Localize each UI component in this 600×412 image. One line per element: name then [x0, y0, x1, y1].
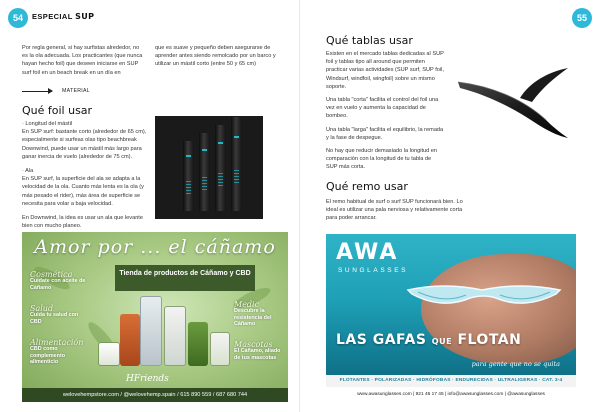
- product-bottle: [188, 322, 208, 366]
- product-jar: [210, 332, 230, 366]
- hemp-band: Tienda de productos de Cáñamo y CBD: [115, 265, 255, 291]
- intro-column-1: Por regla general, si hay surfistas alrededor, no es la ola adecuada. Los practicantes (que nunca hayan hecho foil) que deseen iniciarse en SUP surf foil en un beach break en un día en: [22, 45, 143, 76]
- paddle-heading: Qué remo usar: [326, 180, 408, 193]
- tables-heading: Qué tablas usar: [326, 34, 413, 47]
- page-number-left: 54: [8, 8, 28, 28]
- awa-advertisement: [326, 234, 576, 402]
- right-page: [300, 0, 600, 412]
- section-name: SUP: [75, 12, 95, 21]
- intro-column-2: que es suave y pequeño deben asegurarse de aprender antes siendo remolcado por un barco y utilizar un mástil corto (entre 50 y 65 cm): [155, 45, 276, 68]
- hemp-signature: HFriends: [126, 374, 169, 384]
- wing-title: · Ala: [22, 168, 34, 175]
- sunglasses-icon: [404, 282, 564, 312]
- tables-paragraph-1: Existen en el mercado tablas dedicadas al SUP foil y tablas tipo all around que permiten practicar varias actividades (SUP surf, SUP foil, Windsurf, windfoil, wingfoil) sobre un mismo soporte.: [326, 51, 444, 90]
- page-number-right: 55: [572, 8, 592, 28]
- hemp-advertisement: [22, 232, 288, 402]
- tables-section: [326, 50, 444, 172]
- foil-heading: Qué foil usar: [22, 104, 93, 117]
- awa-subtitle: SUNGLASSES: [338, 267, 409, 274]
- awa-headline: LAS GAFAS QUE FLOTAN: [336, 332, 522, 348]
- material-divider: [22, 88, 90, 94]
- mast-section: [22, 120, 147, 230]
- material-label: MATERIAL: [62, 88, 90, 94]
- hemp-food: Alimentación CBD como complemento alimenticio: [30, 338, 84, 366]
- mast-image-1: [183, 141, 194, 211]
- downwind-text: En Downwind, la idea es usar un ala que levante bien con mucho planeo.: [22, 215, 143, 230]
- arrow-icon: [22, 91, 52, 92]
- foil-wing-image: [450, 62, 585, 142]
- section-header: [32, 12, 94, 21]
- hemp-health: Salud Cuida tu salud con CBD: [30, 304, 79, 325]
- wing-text: En SUP surf, la superficie del ala se adapta a la velocidad de la ola. Cuanto más lenta es la ola (y más pesado el rider), más área de superficie se necesita para volar a baja velocidad.: [22, 176, 144, 207]
- mast-image-2: [199, 133, 210, 211]
- hemp-cosmetics: Cosmética Cuidate con aceite de Cáñamo: [30, 270, 86, 291]
- product-bottle: [140, 296, 162, 366]
- awa-logo: AWA: [336, 240, 399, 265]
- product-jar: [98, 342, 120, 366]
- awa-tagline: para gente que no se quita: [471, 360, 560, 368]
- hemp-medic: Medic Descubre la resistencia del Cáñamo: [234, 300, 272, 328]
- product-bottle: [120, 314, 140, 366]
- tables-paragraph-3: Una tabla "larga" facilita el equilibrio, la remada y la fase de despegue.: [326, 126, 444, 141]
- tables-paragraph-4: No hay que reducir demasiado la longitud en comparación con la longitud de tu tabla de SUP más corta.: [326, 148, 438, 171]
- mast-title: · Longitud del mástil: [22, 121, 73, 127]
- paddle-text: El remo habitual de surf o surf SUP funcionará bien. Lo ideal es utilizar una pala nerviosa y relativamente corta para poder arrancar.: [326, 199, 463, 222]
- hemp-footer: welovehempstore.com / @welovehemp.spain / 615 890 559 / 687 680 744: [22, 388, 288, 402]
- mast-text: En SUP surf: bastante corto (alrededor de 65 cm), especialmente si surfeas olas tipo beachbreak Downwind, puede usar un mástil más largo para ganar inercia de vuelo (alrededor de 75 cm).: [22, 129, 147, 160]
- foil-masts-photo: [155, 116, 263, 219]
- product-bottle: [164, 306, 186, 366]
- mast-image-3: [215, 125, 226, 211]
- tables-paragraph-2: Una tabla "corta" facilita el control del foil una vez en vuelo y aumenta la capacidad de bombeo.: [326, 97, 439, 120]
- awa-contact: www.awasunglasses.com | 921 46 17 45 | info@awasunglasses.com | @awasunglasses: [326, 387, 576, 402]
- section-prefix: ESPECIAL: [32, 12, 73, 21]
- mast-image-4: [231, 117, 242, 211]
- awa-features: FLOTANTES · POLARIZADAS · HIDRÓFOBAS · ENDURECIDAS · ULTRALIGERAS · CAT. 3-4: [326, 375, 576, 387]
- hemp-title: Amor por ... el cáñamo: [34, 236, 276, 258]
- hemp-pets: Mascotas El Cáñamo, aliado de tus mascotas: [234, 340, 281, 361]
